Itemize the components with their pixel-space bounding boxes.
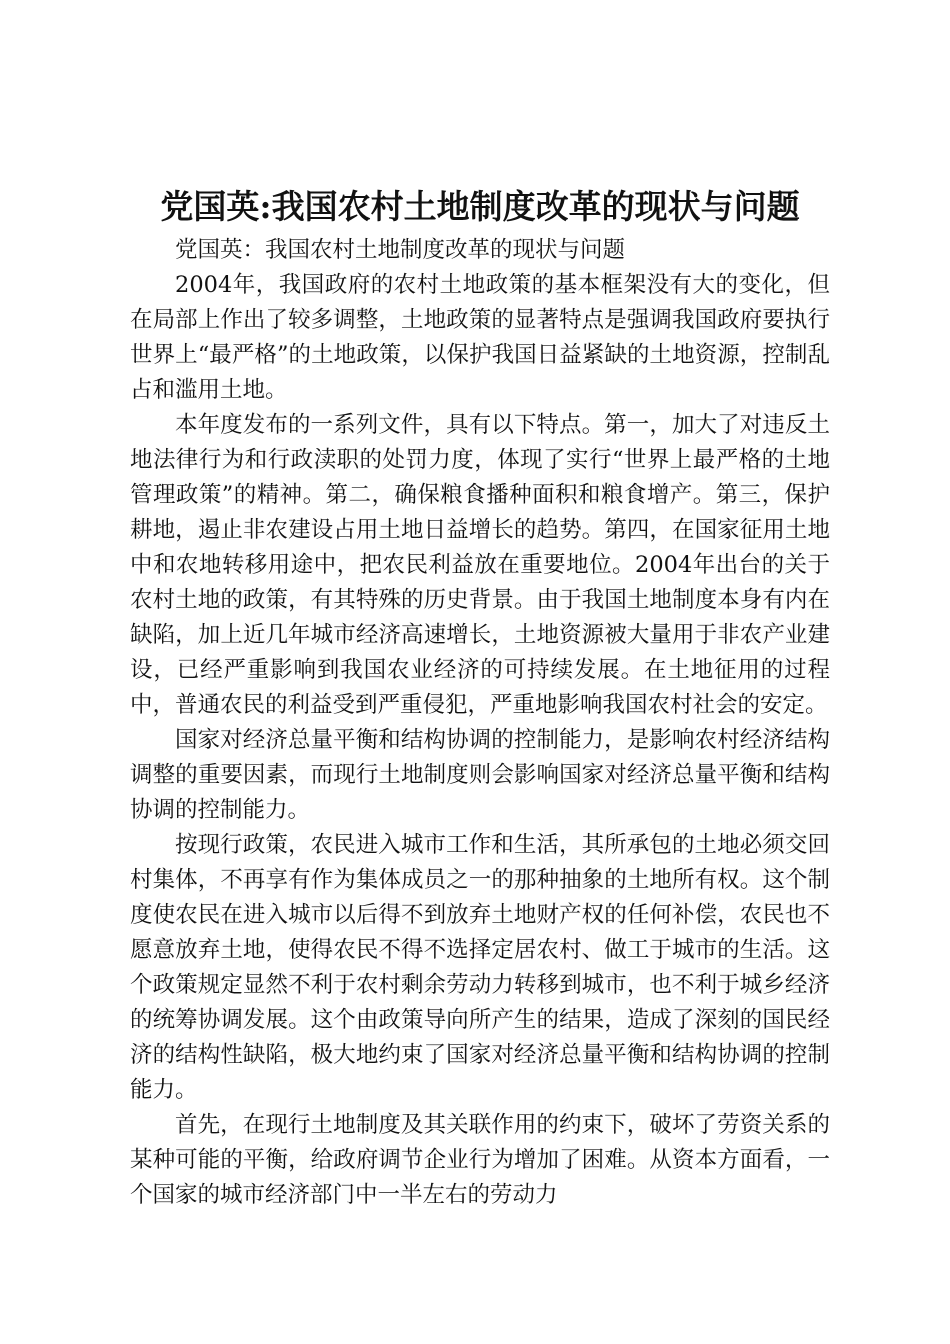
paragraph: 国家对经济总量平衡和结构协调的控制能力，是影响农村经济结构调整的重要因素，而现行土地制度则会影响国家对经济总量平衡和结构协调的控制能力。 bbox=[130, 727, 830, 823]
document-body bbox=[130, 233, 830, 1213]
paragraph: 按现行政策，农民进入城市工作和生活，其所承包的土地必须交回村集体，不再享有作为集体成员之一的那种抽象的土地所有权。这个制度使农民在进入城市以后得不到放弃土地财产权的任何补偿，农民也不愿意放弃土地，使得农民不得不选择定居农村、做工于城市的生活。这个政策规定显然不利于农村剩余劳动力转移到城市，也不利于城乡经济的统筹协调发展。这个由政策导向所产生的结果，造成了深刻的国民经济的结构性缺陷，极大地约束了国家对经济总量平衡和结构协调的控制能力。 bbox=[130, 832, 830, 1103]
paragraph-subtitle: 党国英：我国农村土地制度改革的现状与问题 bbox=[175, 237, 626, 263]
paragraph: 首先，在现行土地制度及其关联作用的约束下，破坏了劳资关系的某种可能的平衡，给政府调节企业行为增加了困难。从资本方面看，一个国家的城市经济部门中一半左右的劳动力 bbox=[130, 1112, 830, 1208]
document-title: 党国英:我国农村土地制度改革的现状与问题 bbox=[160, 187, 800, 226]
paragraph: 2004年，我国政府的农村土地政策的基本框架没有大的变化，但在局部上作出了较多调整，土地政策的显著特点是强调我国政府要执行世界上“最严格”的土地政策，以保护我国日益紧缺的土地资源，控制乱占和滥用土地。 bbox=[130, 272, 830, 403]
paragraph: 本年度发布的一系列文件，具有以下特点。第一，加大了对违反土地法律行为和行政渎职的处罚力度，体现了实行“世界上最严格的土地管理政策”的精神。第二，确保粮食播种面积和粮食增产。第三，保护耕地，遏止非农建设占用土地日益增长的趋势。第四，在国家征用土地中和农地转移用途中，把农民利益放在重要地位。2004年出台的关于农村土地的政策，有其特殊的历史背景。由于我国土地制度本身有内在缺陷，加上近几年城市经济高速增长，土地资源被大量用于非农产业建设，已经严重影响到我国农业经济的可持续发展。在土地征用的过程中，普通农民的利益受到严重侵犯，严重地影响我国农村社会的安定。 bbox=[130, 412, 830, 718]
